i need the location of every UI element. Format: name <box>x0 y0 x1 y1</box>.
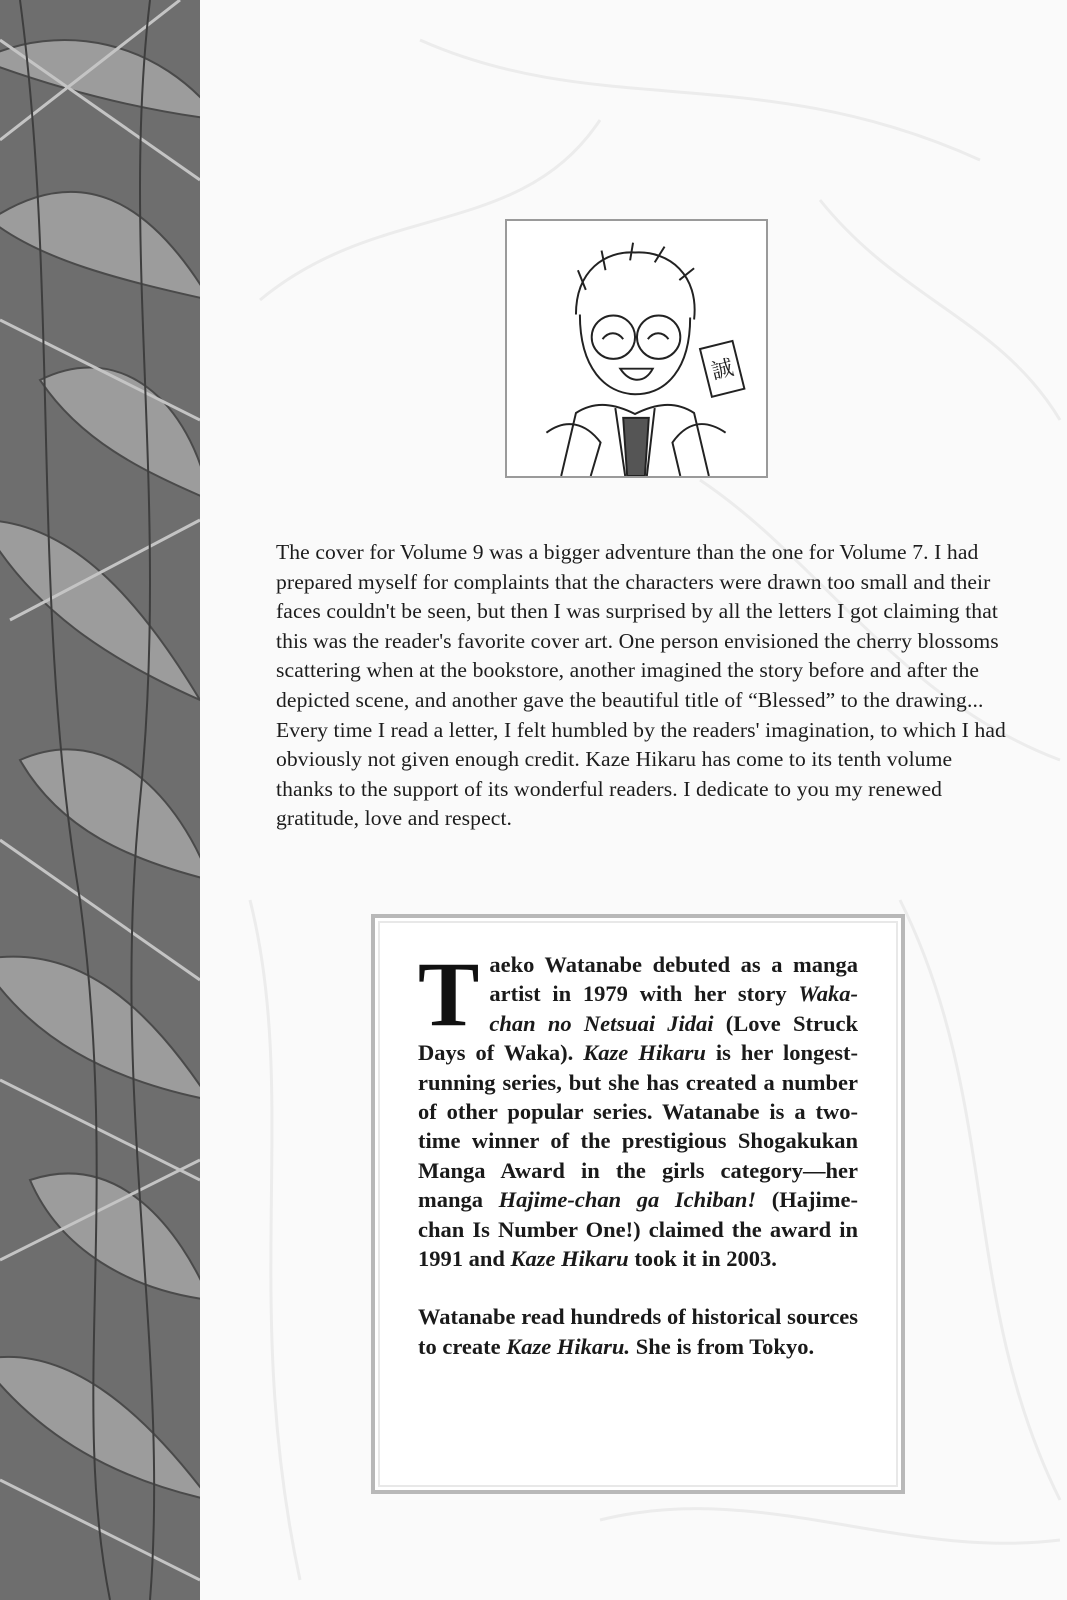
author-self-portrait-illustration <box>507 221 766 476</box>
bio-paragraph-2 <box>418 1302 858 1361</box>
bio-text-span: (Love Struck Days of Waka). <box>418 1010 858 1066</box>
author-comment: The cover for Volume 9 was a bigger adventure than the one for Volume 7. I had prepared myself for complaints that the characters were drawn too small and their faces couldn't be seen, but then I was surprised by all the letters I got claiming that this was the reader's favorite cover art. One person envisioned the cherry blossoms scattering when at the bookstore, another imagined the story before and after the depicted scene, and another gave the beautiful title of “Blessed” to the drawing... Every time I read a letter, I felt humbled by the readers' imagination, to which I had obviously not given enough credit. Kaze Hikaru has come to its tenth volume thanks to the support of its wonderful readers. I dedicate to you my renewed gratitude, love and respect. <box>276 540 1006 831</box>
bio-text-span: She is from Tokyo. <box>630 1333 815 1359</box>
bio-title: Hajime-chan ga Ichiban! <box>498 1187 757 1213</box>
author-bio <box>418 943 859 1361</box>
bio-text-span: took it in 2003. <box>628 1246 777 1272</box>
bio-title: Waka-chan no Netsuai Jidai <box>489 981 858 1036</box>
bio-title: Kaze Hikaru <box>510 1246 629 1272</box>
drop-cap: T <box>418 943 480 1045</box>
bio-title: Kaze Hikaru <box>583 1040 706 1066</box>
portrait-kanji: 誠 <box>708 355 737 385</box>
bio-text-span: (Hajime-chan Is Number One!) claimed the award in 1991 and <box>418 1187 859 1272</box>
bio-text-span: aeko Watanabe debuted as a manga artist in 1979 with her story <box>489 952 858 1007</box>
bio-title: Kaze Hikaru. <box>506 1333 631 1359</box>
author-portrait <box>505 219 768 478</box>
decorative-leaf-strip <box>0 0 200 1600</box>
bio-text-span: Watanabe read hundreds of historical sources to create <box>418 1304 858 1359</box>
bio-paragraph-1 <box>418 943 859 1273</box>
bio-text-span: is her longest-running series, but she has created a number of other popular series. Watanabe is a two-time winner of the prestigious Shogakukan Manga Award in the girls category—her manga <box>418 1040 858 1213</box>
